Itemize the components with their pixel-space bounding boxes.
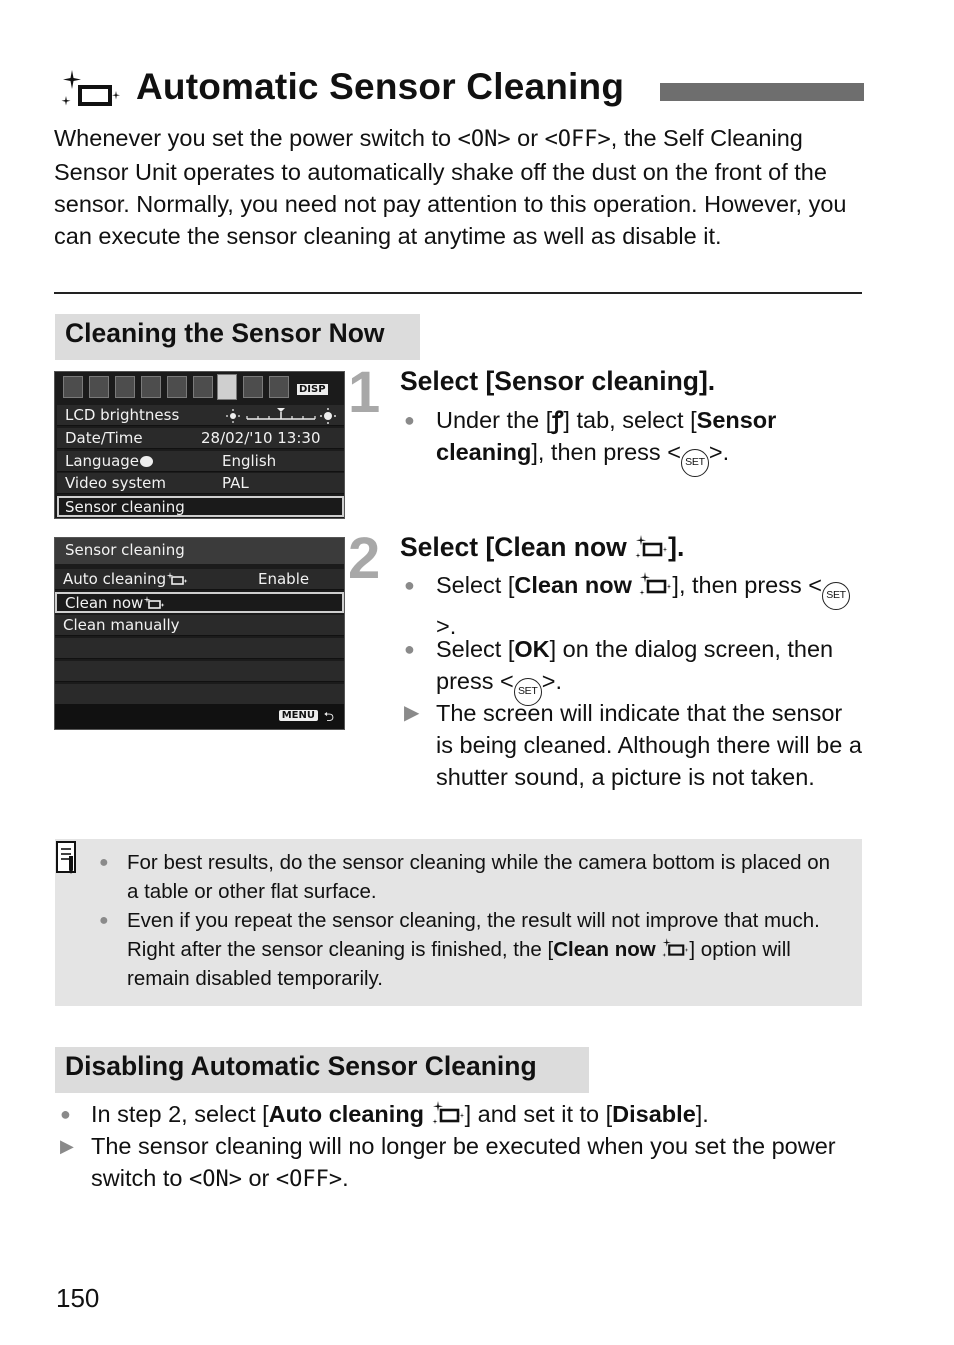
shooting-tab-1-icon bbox=[63, 376, 83, 398]
return-arrow-icon: ⮌ bbox=[323, 710, 334, 725]
bullet-dot: ● bbox=[404, 410, 415, 430]
step-2-result: ▶ The screen will indicate that the sensor is being cleaned. Although there will be a shutter sound, a picture is not taken. bbox=[404, 697, 864, 793]
step-number-1: 1 bbox=[348, 360, 381, 425]
result-arrow-icon: ▶ bbox=[60, 1136, 74, 1156]
section-divider bbox=[54, 292, 862, 294]
step-2-instruction-2: ● Select [OK] on the dialog screen, then press < SET >. bbox=[404, 633, 864, 706]
power-on-symbol: <ON> bbox=[457, 127, 511, 152]
sensor-cleaning-icon bbox=[634, 534, 668, 560]
sensor-cleaning-small-icon bbox=[143, 596, 165, 610]
menu-row-video-system: Video system PAL bbox=[57, 473, 344, 494]
menu-button-label: MENU bbox=[279, 710, 318, 721]
section-heading-disabling: Disabling Automatic Sensor Cleaning bbox=[55, 1047, 589, 1093]
section-heading-cleaning-now: Cleaning the Sensor Now bbox=[55, 314, 420, 360]
note-2: ● Even if you repeat the sensor cleaning, the result will not improve that much. Right after the sensor cleaning is finished, the [Clean now ] option will remain disabled temporarily. bbox=[99, 906, 839, 993]
shooting-tab-4-icon bbox=[141, 376, 161, 398]
camera-menu-screen-setup bbox=[54, 371, 345, 519]
menu-row-clean-now: Clean now bbox=[55, 592, 344, 613]
screen-footer bbox=[55, 705, 344, 729]
step-1-instruction: ● Under the [ꝭ] tab, select [Sensor cleaning], then press < SET >. bbox=[404, 404, 864, 477]
shooting-tab-5-icon bbox=[167, 376, 187, 398]
power-on-symbol: <ON> bbox=[188, 1167, 242, 1192]
menu-row-auto-cleaning: Auto cleaning Enable bbox=[55, 569, 344, 590]
menu-tab-strip bbox=[59, 374, 342, 402]
notes-box bbox=[55, 839, 862, 1006]
bullet-dot: ● bbox=[404, 639, 415, 659]
sensor-cleaning-icon bbox=[661, 937, 689, 959]
setup-tab-2-icon bbox=[217, 374, 237, 400]
note-1: ● For best results, do the sensor cleaning while the camera bottom is placed on a table or other flat surface. bbox=[99, 848, 839, 906]
page-title-row bbox=[56, 64, 864, 114]
disable-instruction: ● In step 2, select [Auto cleaning ] and set it to [Disable]. bbox=[60, 1098, 860, 1130]
page-title: Automatic Sensor Cleaning bbox=[136, 66, 625, 107]
disable-result: ▶ The sensor cleaning will no longer be executed when you set the power switch to <ON> or <OFF>. bbox=[60, 1130, 860, 1196]
menu-row-empty bbox=[55, 661, 344, 682]
page-number: 150 bbox=[56, 1283, 100, 1313]
menu-row-sensor-cleaning: Sensor cleaning bbox=[57, 496, 344, 517]
bullet-dot: ● bbox=[99, 912, 109, 929]
sensor-cleaning-icon bbox=[638, 571, 672, 597]
result-arrow-icon: ▶ bbox=[404, 702, 420, 724]
set-button-icon: SET bbox=[822, 582, 850, 610]
setup-tab-3-icon bbox=[243, 376, 263, 398]
my-menu-star-icon bbox=[269, 376, 289, 398]
disp-label: DISP bbox=[299, 384, 326, 395]
playback-tab-icon bbox=[193, 376, 213, 398]
menu-row-clean-manually: Clean manually bbox=[55, 615, 344, 636]
note-memo-icon bbox=[55, 840, 83, 876]
language-speech-icon bbox=[140, 456, 153, 467]
shooting-tab-2-icon bbox=[89, 376, 109, 398]
bullet-dot: ● bbox=[404, 575, 415, 595]
sensor-cleaning-icon bbox=[431, 1100, 465, 1126]
bullet-dot: ● bbox=[99, 854, 109, 871]
menu-row-lcd-brightness: LCD brightness bbox=[57, 405, 344, 426]
camera-menu-screen-sensor-cleaning bbox=[54, 537, 345, 730]
sensor-cleaning-small-icon bbox=[166, 572, 188, 586]
menu-row-empty bbox=[55, 684, 344, 705]
setup-tab-glyph: ꝭ bbox=[552, 407, 564, 433]
sensor-cleaning-icon bbox=[58, 68, 122, 108]
set-button-icon: SET bbox=[681, 449, 709, 477]
set-button-icon: SET bbox=[514, 678, 542, 706]
shooting-tab-3-icon bbox=[115, 376, 135, 398]
menu-row-empty bbox=[55, 638, 344, 659]
step-1-title: Select [Sensor cleaning]. bbox=[400, 366, 716, 396]
step-2-title: Select [Clean now ]. bbox=[400, 532, 685, 562]
power-off-symbol: <OFF> bbox=[275, 1167, 343, 1192]
power-off-symbol: <OFF> bbox=[544, 127, 611, 152]
bullet-dot: ● bbox=[60, 1104, 71, 1124]
intro-paragraph: Whenever you set the power switch to <ON> or <OFF>, the Self Cleaning Sensor Unit operates to automatically shake off the dust on the front of the sensor. Normally, you need not pay attention to this operation. However, you can execute the sensor cleaning at anytime as well as disable it. bbox=[54, 125, 847, 249]
step-2-instruction-1: ● Select [Clean now ], then press < SET>. bbox=[404, 569, 864, 642]
menu-row-date-time: Date/Time 28/02/'10 13:30 bbox=[57, 428, 344, 449]
step-number-2: 2 bbox=[348, 526, 381, 591]
title-decoration-bar bbox=[660, 83, 864, 101]
brightness-scale-icon bbox=[225, 408, 337, 424]
sensor-cleaning-screen-header: Sensor cleaning bbox=[55, 538, 344, 564]
menu-row-language: Language English bbox=[57, 451, 344, 472]
